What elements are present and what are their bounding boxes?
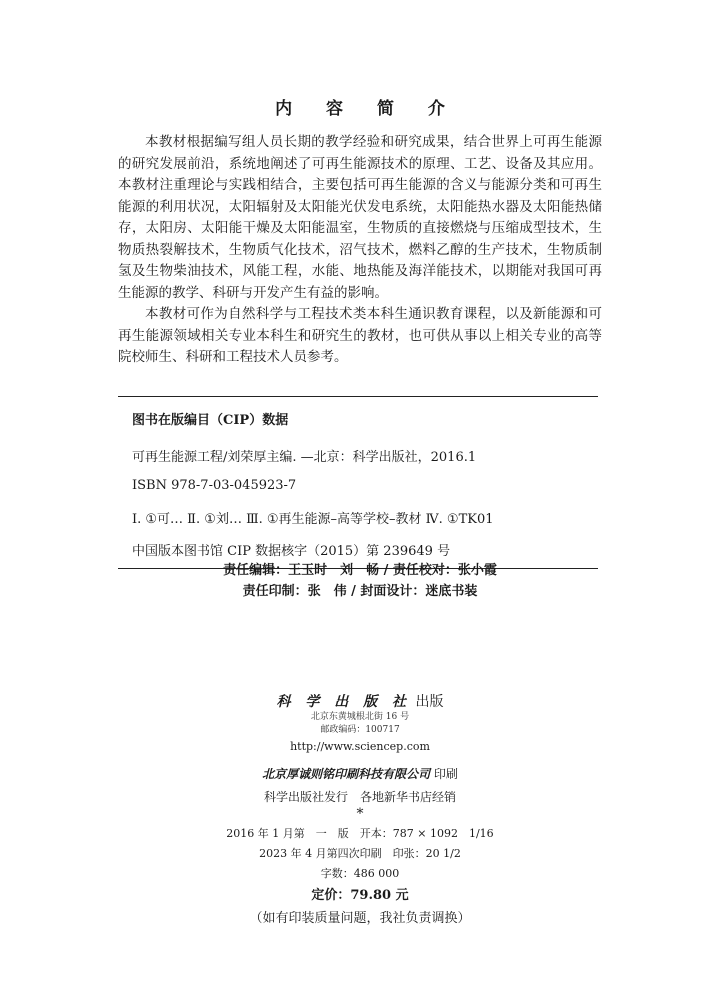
credits-line-production: 责任印制：张 伟 / 封面设计：迷底书装 bbox=[242, 584, 478, 599]
cip-title: 图书在版编目（CIP）数据 bbox=[132, 413, 289, 428]
page-title: 内 容 简 介 bbox=[275, 99, 459, 119]
edition-line: 2016 年 1 月第 一 版 开本：787 × 1092 1/16 bbox=[226, 827, 494, 840]
cip-line-isbn: ISBN 978-7-03-045923-7 bbox=[132, 478, 297, 493]
cip-line-title-author: 可再生能源工程/刘荣厚主编. —北京：科学出版社，2016.1 bbox=[132, 450, 477, 465]
printer-line bbox=[0, 765, 720, 782]
summary-section bbox=[118, 132, 602, 369]
publisher-address: 北京东黄城根北街 16 号 bbox=[310, 712, 410, 722]
word-count: 字数：486 000 bbox=[320, 867, 400, 880]
summary-paragraph-1: 本教材根据编写组人员长期的教学经验和研究成果，结合世界上可再生能源的研究发展前沿，系统地阐述了可再生能源技术的原理、工艺、设备及其应用。本教材注重理论与实践相结合，主要包括可再生能源的含义与能源分类和可再生能源的利用状况，太阳辐射及太阳能光伏发电系统，太阳能热水器及太阳能热储存，太阳房、太阳能干燥及太阳能温室，生物质的直接燃烧与压缩成型技术，生物质热裂解技术，生物质气化技术，沼气技术，燃料乙醇的生产技术，生物质制氢及生物柴油技术，风能工程，水能、地热能及海洋能技术，以期能对我国可再生能源的教学、科研与开发产生有益的影响。 bbox=[118, 134, 602, 301]
publication-info bbox=[0, 691, 720, 926]
printer-name: 北京厚诚则铭印刷科技有限公司 bbox=[262, 767, 431, 781]
quality-note: （如有印装质量问题，我社负责调换） bbox=[249, 911, 471, 926]
publisher-url: http://www.sciencep.com bbox=[290, 740, 430, 753]
editorial-credits bbox=[0, 560, 720, 602]
cip-block bbox=[118, 396, 598, 569]
printing-line: 2023 年 4 月第四次印刷 印张：20 1/2 bbox=[259, 847, 461, 860]
publisher-postcode: 邮政编码：100717 bbox=[320, 725, 400, 735]
price: 定价：79.80 元 bbox=[311, 888, 409, 903]
cip-line-classification: Ⅰ. ①可… Ⅱ. ①刘… Ⅲ. ①再生能源–高等学校–教材 Ⅳ. ①TK01 bbox=[132, 512, 494, 527]
distribution-line: 科学出版社发行 各地新华书店经销 bbox=[263, 790, 456, 804]
publisher-line bbox=[0, 691, 720, 711]
credits-line-editors: 责任编辑：王玉时 刘 畅 / 责任校对：张小霞 bbox=[223, 563, 497, 578]
publisher-name: 科 学 出 版 社 bbox=[276, 694, 412, 710]
cip-line-record-number: 中国版本图书馆 CIP 数据核字（2015）第 239649 号 bbox=[132, 544, 451, 559]
printer-suffix: 印刷 bbox=[433, 767, 458, 781]
publisher-suffix: 出版 bbox=[415, 694, 444, 710]
separator-star: * bbox=[356, 806, 364, 822]
cip-top-rule bbox=[118, 396, 598, 397]
summary-paragraph-2: 本教材可作为自然科学与工程技术类本科生通识教育课程，以及新能源和可再生能源领域相关专业本科生和研究生的教材，也可供从事以上相关专业的高等院校师生、科研和工程技术人员参考。 bbox=[118, 306, 602, 365]
